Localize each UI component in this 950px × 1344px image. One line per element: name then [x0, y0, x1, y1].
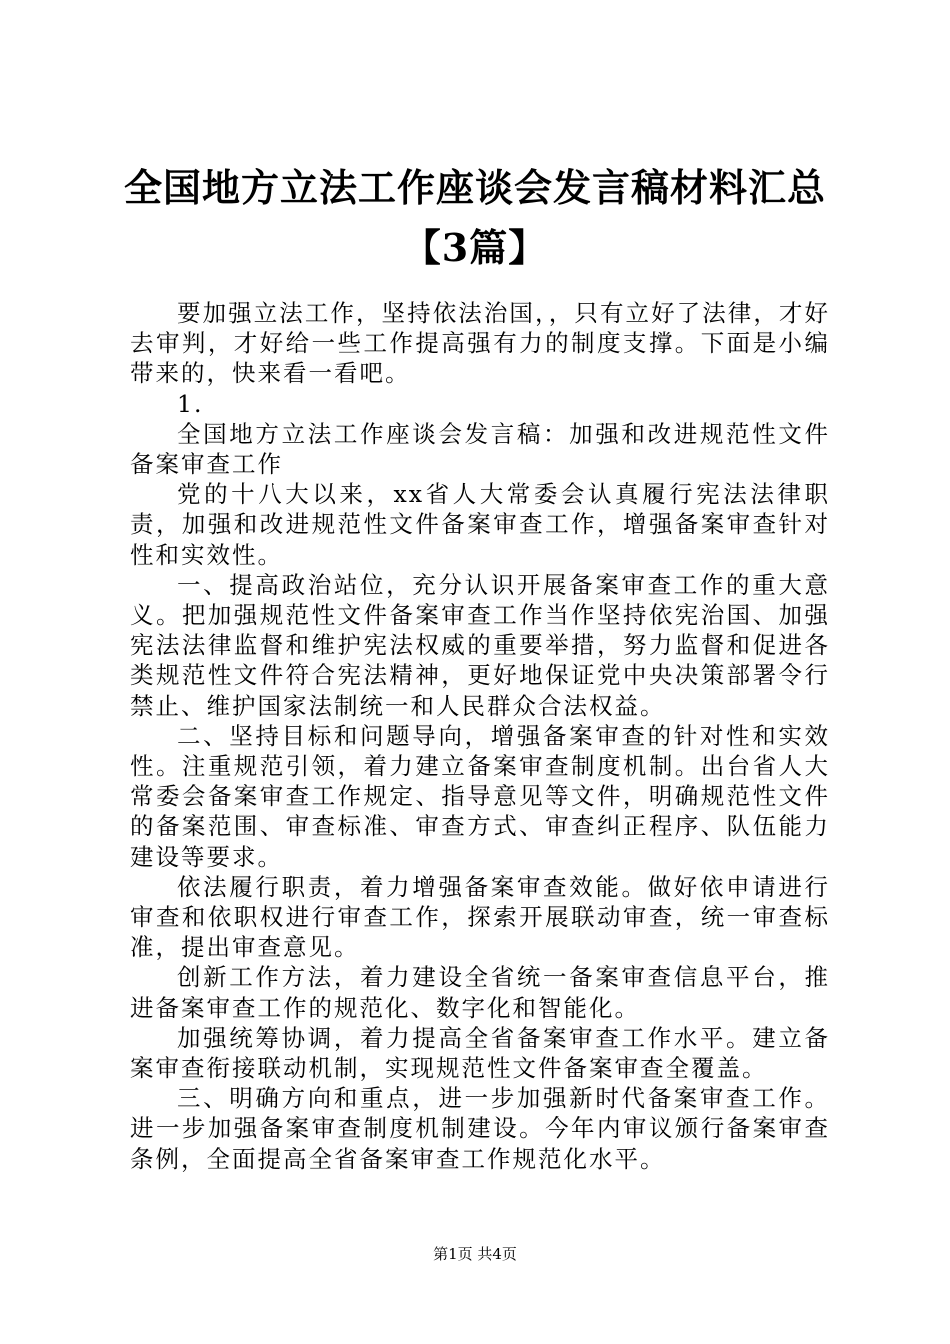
- page-footer: 第1页 共4页: [433, 1245, 517, 1263]
- paragraph: 一、提高政治站位，充分认识开展备案审查工作的重大意义。把加强规范性文件备案审查工作当作坚持依宪治国、加强宪法法律监督和维护宪法权威的重要举措，努力监督和促进各类规范性文件符合宪法精神，更好地保证党中央决策部署令行禁止、维护国家法制统一和人民群众合法权益。: [130, 570, 830, 720]
- paragraph: 依法履行职责，着力增强备案审查效能。做好依申请进行审查和依职权进行审查工作，探索开展联动审查，统一审查标准，提出审查意见。: [130, 872, 830, 962]
- document-title: 全国地方立法工作座谈会发言稿材料汇总【3篇】: [123, 165, 826, 270]
- paragraph: 党的十八大以来，xx省人大常委会认真履行宪法法律职责，加强和改进规范性文件备案审查工作，增强备案审查针对性和实效性。: [130, 480, 830, 569]
- paragraph: 二、坚持目标和问题导向，增强备案审查的针对性和实效性。注重规范引领，着力建立备案审查制度机制。出台省人大常委会备案审查工作规定、指导意见等文件，明确规范性文件的备案范围、审查标准、审查方式、审查纠正程序、队伍能力建设等要求。: [130, 721, 830, 871]
- paragraph: 创新工作方法，着力建设全省统一备案审查信息平台，推进备案审查工作的规范化、数字化和智能化。: [130, 963, 830, 1022]
- paragraph: 三、明确方向和重点，进一步加强新时代备案审查工作。进一步加强备案审查制度机制建设。今年内审议颁行备案审查条例，全面提高全省备案审查工作规范化水平。: [130, 1084, 830, 1173]
- paragraph-intro: 要加强立法工作，坚持依法治国，，只有立好了法律，才好去审判，才好给一些工作提高强有力的制度支撑。下面是小编带来的，快来看一看吧。: [130, 299, 830, 388]
- document-body: [130, 298, 830, 1174]
- paragraph-subtitle: 全国地方立法工作座谈会发言稿：加强和改进规范性文件备案审查工作: [130, 419, 830, 479]
- paragraph: 加强统筹协调，着力提高全省备案审查工作水平。建立备案审查衔接联动机制，实现规范性文件备案审查全覆盖。: [130, 1023, 830, 1083]
- paragraph-number: 1.: [177, 389, 204, 418]
